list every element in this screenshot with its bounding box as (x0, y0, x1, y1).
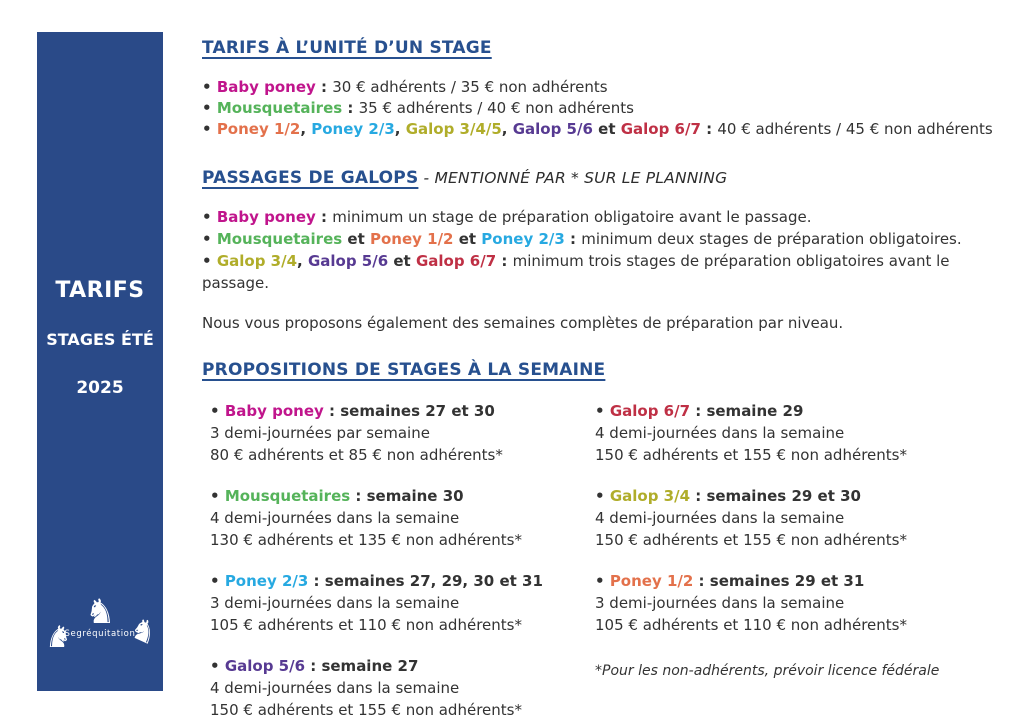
stage-block-title: • Mousquetaires : semaine 30 (210, 487, 464, 505)
section-subtitle-galop-passages: - MENTIONNÉ PAR * SUR LE PLANNING (418, 169, 728, 187)
sidebar-subtitle: STAGES ÉTÉ (46, 330, 154, 349)
stage-block-price: 150 € adhérents et 155 € non adhérents* (595, 446, 907, 464)
stage-block-poney-2-3 (210, 570, 587, 636)
stage-block-price: 105 € adhérents et 110 € non adhérents* (595, 616, 907, 634)
stage-block-price: 130 € adhérents et 135 € non adhérents* (210, 531, 522, 549)
sidebar (37, 32, 163, 691)
galop-passage-item-galops: • Galop 3/4, Galop 5/6 et Galop 6/7 : minimum trois stages de préparation obligatoires avant le passage. (202, 252, 950, 292)
weekly-preparation-note: Nous vous proposons également des semaines complètes de préparation par niveau. (202, 314, 844, 332)
stage-block-title: • Galop 5/6 : semaine 27 (210, 657, 419, 675)
club-logo (37, 592, 164, 687)
sidebar-year: 2025 (76, 378, 124, 398)
section-title-unit-prices (202, 36, 1002, 60)
stage-block-price: 105 € adhérents et 110 € non adhérents* (210, 616, 522, 634)
stage-block-schedule: 3 demi-journées dans la semaine (595, 594, 845, 612)
stage-block-schedule: 3 demi-journées dans la semaine (210, 594, 460, 612)
horse-left-icon: ♞ (45, 620, 72, 655)
stage-block-title: • Poney 2/3 : semaines 27, 29, 30 et 31 (210, 572, 543, 590)
stage-block-galop-3-4 (595, 485, 939, 551)
stage-block-schedule: 4 demi-journées dans la semaine (595, 509, 845, 527)
weekly-stages-right-column (587, 400, 939, 721)
stage-block-galop-6-7 (595, 400, 939, 466)
galop-passage-item-mousquetaires-poney: • Mousquetaires et Poney 1/2 et Poney 2/3 : minimum deux stages de préparation obligatoires. (202, 230, 962, 248)
stage-block-schedule: 4 demi-journées dans la semaine (595, 424, 845, 442)
stage-block-schedule: 4 demi-journées dans la semaine (210, 509, 460, 527)
unit-price-item-mousquetaires: • Mousquetaires : 35 € adhérents / 40 € non adhérents (202, 99, 634, 117)
stage-block-schedule: 3 demi-journées par semaine (210, 424, 430, 442)
galop-passage-item-baby-poney: • Baby poney : minimum un stage de préparation obligatoire avant le passage. (202, 208, 812, 226)
stage-block-schedule: 4 demi-journées dans la semaine (210, 679, 460, 697)
section-title-weekly-stages (202, 358, 1002, 382)
stage-block-price: 150 € adhérents et 155 € non adhérents* (595, 531, 907, 549)
unit-price-list (202, 77, 1002, 140)
main-content (202, 36, 1002, 721)
section-title-galop-passages (202, 166, 1002, 190)
stage-block-galop-5-6 (210, 655, 587, 721)
stage-block-baby-poney (210, 400, 587, 466)
stage-block-price: 150 € adhérents et 155 € non adhérents* (210, 701, 522, 719)
stage-block-title: • Baby poney : semaines 27 et 30 (210, 402, 495, 420)
stage-block-title: • Poney 1/2 : semaines 29 et 31 (595, 572, 865, 590)
stage-block-price: 80 € adhérents et 85 € non adhérents* (210, 446, 503, 464)
unit-price-item-baby-poney: • Baby poney : 30 € adhérents / 35 € non adhérents (202, 78, 608, 96)
stage-block-title: • Galop 6/7 : semaine 29 (595, 402, 804, 420)
weekly-stages-grid (202, 400, 1002, 721)
sidebar-title: TARIFS (55, 278, 145, 303)
stage-block-poney-1-2 (595, 570, 939, 636)
horse-right-icon: ♞ (124, 610, 164, 654)
non-member-license-footnote: *Pour les non-adhérents, prévoir licence fédérale (595, 663, 940, 679)
unit-price-item-poney-galop: • Poney 1/2, Poney 2/3, Galop 3/4/5, Galop 5/6 et Galop 6/7 : 40 € adhérents / 45 € non adhérents (202, 120, 993, 138)
horse-riders-icon (37, 592, 164, 659)
galop-passage-list (202, 206, 1002, 294)
stage-block-title: • Galop 3/4 : semaines 29 et 30 (595, 487, 861, 505)
stage-block-mousquetaires (210, 485, 587, 551)
weekly-stages-left-column (202, 400, 587, 721)
section-title-unit-prices-text: TARIFS À L’UNITÉ D’UN STAGE (202, 38, 492, 58)
section-title-galop-passages-text: PASSAGES DE GALOPS (202, 168, 419, 188)
club-logo-text: Segréquitation (64, 629, 136, 639)
horse-center-icon: ♞ (85, 592, 116, 632)
section-title-weekly-stages-text: PROPOSITIONS DE STAGES À LA SEMAINE (202, 360, 606, 380)
